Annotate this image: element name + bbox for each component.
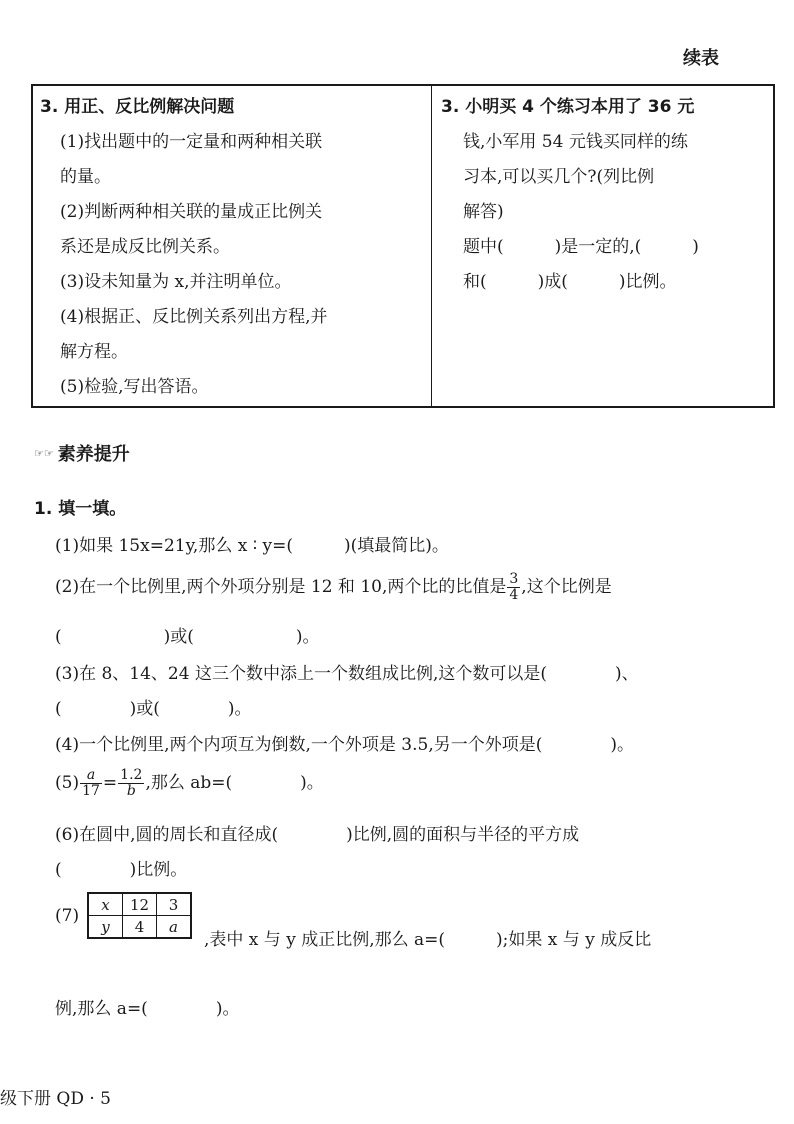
method-table — [31, 84, 775, 408]
left-cell-line: (3)设未知量为 x,并注明单位。 — [60, 272, 292, 292]
table-divider — [431, 86, 432, 406]
q1-part-6-cont: ( )比例。 — [55, 860, 188, 880]
table-row — [88, 916, 191, 939]
fraction-denominator: b — [126, 783, 136, 799]
fraction-numerator: 1.2 — [120, 767, 143, 783]
q1-part-5-label: (5) — [55, 773, 80, 793]
right-cell-line: 解答) — [463, 202, 504, 222]
equals-sign: = — [102, 773, 118, 793]
q1-part-7-text: ,表中 x 与 y 成正比例,那么 a=( );如果 x 与 y 成反比 — [204, 930, 652, 950]
left-cell-line: 系还是成反比例关系。 — [60, 237, 230, 257]
left-cell-line: (1)找出题中的一定量和两种相关联 — [60, 132, 323, 152]
left-cell-title: 3. 用正、反比例解决问题 — [40, 97, 235, 117]
question-1-title: 1. 填一填。 — [34, 499, 127, 519]
fraction-denominator: 17 — [82, 783, 100, 799]
left-cell-line: (2)判断两种相关联的量成正比例关 — [60, 202, 323, 222]
left-cell-line: (4)根据正、反比例关系列出方程,并 — [60, 307, 328, 327]
table-cell: 3 — [157, 893, 192, 916]
q1-part-5-text: ,那么 ab=( )。 — [145, 773, 324, 793]
table-cell: a — [169, 917, 178, 936]
continued-label: 续表 — [683, 48, 719, 69]
q1-part-2 — [55, 572, 612, 603]
q1-part-3: (3)在 8、14、24 这三个数中添上一个数组成比例,这个数可以是( )、 — [55, 664, 639, 684]
table-row — [88, 893, 191, 916]
right-cell-line: 和( )成( )比例。 — [463, 272, 677, 292]
q1-part-7-label: (7) — [55, 906, 80, 926]
fraction — [507, 572, 520, 603]
q1-part-2-text: ,这个比例是 — [521, 577, 612, 597]
fraction-numerator: 3 — [509, 571, 519, 587]
q1-part-1: (1)如果 15x=21y,那么 x ∶ y=( )(填最简比)。 — [55, 536, 449, 556]
right-cell-line: 钱,小军用 54 元钱买同样的练 — [463, 132, 688, 152]
section-title: 素养提升 — [57, 444, 130, 465]
table-cell: y — [101, 917, 110, 936]
left-cell-line: (5)检验,写出答语。 — [60, 377, 209, 397]
right-cell-line: 习本,可以买几个?(列比例 — [463, 167, 655, 187]
q1-part-5 — [55, 768, 324, 799]
table-cell: 4 — [123, 916, 157, 939]
table-cell: 12 — [123, 893, 157, 916]
right-cell-title: 3. 小明买 4 个练习本用了 36 元 — [441, 97, 695, 117]
xy-value-table — [87, 892, 192, 939]
q1-part-6: (6)在圆中,圆的周长和直径成( )比例,圆的面积与半径的平方成 — [55, 825, 580, 845]
q1-part-7-cont: 例,那么 a=( )。 — [55, 999, 240, 1019]
right-cell-line: 题中( )是一定的,( ) — [463, 237, 699, 257]
pointer-hand-icon: ☞☞ — [34, 447, 54, 460]
left-cell-line: 解方程。 — [60, 342, 128, 362]
q1-part-3-cont: ( )或( )。 — [55, 699, 252, 719]
section-heading — [34, 440, 130, 466]
fraction — [80, 768, 102, 799]
fraction-denominator: 4 — [509, 587, 519, 603]
q1-part-2-text: (2)在一个比例里,两个外项分别是 12 和 10,两个比的比值是 — [55, 577, 507, 597]
left-cell-line: 的量。 — [60, 167, 111, 187]
table-cell: x — [101, 895, 110, 914]
q1-part-4: (4)一个比例里,两个内项互为倒数,一个外项是 3.5,另一个外项是( )。 — [55, 735, 634, 755]
fraction — [118, 768, 144, 799]
page-footer: 级下册 QD · 5 — [0, 1089, 111, 1109]
q1-part-2-answer-line: ( )或( )。 — [55, 627, 320, 647]
fraction-numerator: a — [86, 767, 96, 783]
